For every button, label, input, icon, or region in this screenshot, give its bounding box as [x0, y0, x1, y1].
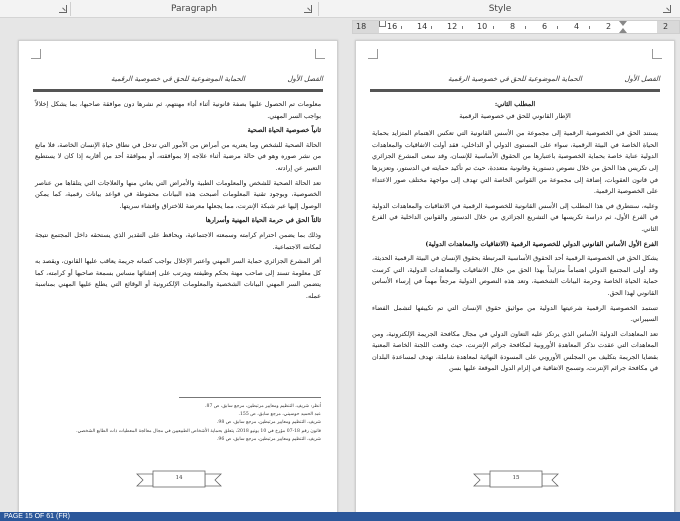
ruler-tick-label: 2	[606, 22, 612, 31]
body-paragraph: تعد الحالة الصحية للشخص والمعلومات الطبية والأمراض التي يعاني منها والعلاجات التي يتلقاها من عناصر الخصوصية، وبوجود تقنية المعلومات أصبحت هذه البيانات محفوظة في قواعد بيانات رقمية، كما يمكن الوصول إليها عبر شبكة الإنترنت، مما يجعلها معرضة للاختراق وإفشاء سريتها.	[35, 178, 321, 210]
body-paragraph: يستند الحق في الخصوصية الرقمية إلى مجموعة من الأسس القانونية التي تعكس الاهتمام المتزايد بحماية الحياة الخاصة في البيئة الرقمية، سواء على المستوى الدولي أو الداخلي، فقد أولت الاتفاقيات والمعاهدات الدولية عناية خاصة بحماية الخصوصية باعتبارها من الحقوق الأساسية للإنسان، وقد سعى المشرع الجزائري إلى تكريس هذا الحق من خلال نصوص دستورية وقانونية متعددة، حيث تم تأكيد حمايته في الدستور، وتعزيزها في قانون العقوبات، إضافة إلى مجموعة من القوانين الخاصة التي تهدف إلى مواجهة مختلف صور الاعتداء على الخصوصية الرقمية.	[372, 129, 658, 196]
body-paragraph: وعليه، سنتطرق في هذا المطلب إلى الأسس القانونية للخصوصية الرقمية في الاتفاقيات والمعاهدات الدولية في الفرع الأول، ثم دراسة تكريسها في التشريع الجزائري من خلال الدستور والقوانين الداخلية في الفرع الثاني.	[372, 201, 658, 233]
ribbon-group-font	[0, 0, 68, 18]
page-number: 14	[175, 475, 183, 481]
section-heading: الفرع الأول الأساس القانوني الدولي للخصوصية الرقمية (الاتفاقيات والمعاهدات الدولية)	[425, 239, 658, 248]
ruler-tick-label: 16	[387, 22, 398, 31]
status-bar	[0, 512, 680, 521]
page-header	[33, 71, 323, 87]
ribbon-group-style	[320, 0, 680, 18]
ruler-tick-label: 4	[574, 22, 580, 31]
header-title: الحماية الموضوعية للحق في خصوصية الرقمية	[448, 75, 582, 83]
section-heading: ثانياً خصوصية الحياة الصحية	[247, 126, 321, 135]
body-paragraph: وذلك بما يضمن احترام كرامته وسمعته الاجتماعية، ويحافظ على التقدير الذي يستحقه داخل المجتمع نتيجة لمكانته الاجتماعية.	[35, 230, 321, 251]
body-paragraph: تعد المعاهدات الدولية الأساس الذي يرتكز عليه التعاون الدولي في مجال مكافحة الجريمة الإلكترونية، ومن المعاهدات التي عقدت نذكر المعاهدة الأوروبية لمكافحة جرائم الإنترنت، حيث وقعت اللجنة الخاصة المعنية بقضايا الجريمة بتكليف من المجلس الأوروبي على المسودة النهائية لمعاهدة شاملة، تهدف لمساعدة البلدان في مكافحة جرائم الإنترنت، وتسمح الاتفاقية في إلزام الدول الموقعة عليها بسن	[372, 329, 658, 373]
ribbon-separator	[318, 2, 319, 16]
footnote: عبد الحميد حوسيني، مرجع سابق، ص 155.	[238, 412, 321, 418]
section-subheading: الإطار القانوني للحق في خصوصية الرقمية	[459, 111, 571, 120]
footnote: قانون رقم 18-07 مؤرخ في 10 يونيو 2018، يتعلق بحماية الأشخاص الطبيعيين في مجال معالجة المعطيات ذات الطابع الشخصي.	[76, 428, 321, 434]
body-paragraph: تستمد الخصوصية الرقمية شرعيتها الدولية من مواثيق حقوق الإنسان التي تم تكييفها لتشمل الفضاء السيبراني.	[372, 303, 658, 324]
first-line-indent-marker-icon[interactable]	[619, 21, 627, 33]
ruler-minor-tick	[431, 26, 432, 29]
ruler-minor-tick	[557, 26, 558, 29]
crop-mark-icon	[315, 49, 325, 59]
paragraph-dialog-launcher-icon[interactable]	[304, 5, 312, 13]
footnote-separator	[179, 397, 321, 398]
crop-mark-icon	[652, 49, 662, 59]
footnotes	[35, 403, 321, 444]
body-paragraph: معلومات تم الحصول عليها بصفة قانونية أثناء أداء مهنتهم، ثم نشرها دون موافقة صاحبها، بما يشكل إخلالاً بواجب السر المهني.	[35, 100, 321, 120]
ruler-minor-tick	[462, 26, 463, 29]
ruler-tick-label: 12	[447, 22, 458, 31]
header-chapter: الفصل الأول	[287, 75, 323, 83]
footnote: شريف، التنظيم ومعايير مرتبطين، مرجع سابق، ص 98.	[216, 420, 321, 426]
ruler-minor-tick	[493, 26, 494, 29]
crop-mark-icon	[368, 49, 378, 59]
ribbon-group-paragraph	[72, 0, 316, 18]
ruler-tick-label: 8	[510, 22, 516, 31]
footnote: أنظر: شريف، التنظيم ومعايير مرتبطين، مرجع سابق، ص 87.	[205, 404, 321, 409]
document-workspace[interactable]	[0, 36, 680, 512]
ruler-tick-label: 10	[477, 22, 488, 31]
style-dialog-launcher-icon[interactable]	[663, 5, 671, 13]
ribbon-separator	[70, 2, 71, 16]
document-page-right[interactable]	[355, 40, 675, 512]
crop-mark-icon	[31, 49, 41, 59]
ruler-tick-label: 6	[542, 22, 548, 31]
ruler-tick-label: 14	[417, 22, 428, 31]
ruler-minor-tick	[525, 26, 526, 29]
page-number-ribbon	[129, 468, 229, 492]
ribbon-group-labels	[0, 0, 680, 18]
horizontal-ruler[interactable]	[352, 20, 680, 34]
body-paragraph: أقر المشرع الجزائري حماية السر المهني واعتبر الإخلال بواجب كتمانه جريمة يعاقب عليها القانون، ويقصد به كل معلومة تسند إلى صاحب مهنة بحكم وظيفته ويترتب على إفشائها مساس بسمعة صاحبها أو كرامته، كما يتضمن السر المهني البيانات الشخصية والمعلومات الإلكترونية أو الوقائع التي يطلع عليها المهني بمناسبة عمله.	[35, 257, 321, 300]
document-page-left[interactable]	[18, 40, 338, 512]
page-number-ribbon	[466, 468, 566, 492]
left-indent-marker-icon[interactable]	[379, 21, 386, 27]
ruler-minor-tick	[589, 26, 590, 29]
page-header	[370, 71, 660, 87]
ruler-minor-tick	[401, 26, 402, 29]
page-body[interactable]	[372, 99, 658, 378]
font-dialog-launcher-icon[interactable]	[59, 5, 67, 13]
ribbon-group-paragraph-label: Paragraph	[170, 4, 218, 14]
ruler-tick-label: 2	[663, 22, 669, 31]
ribbon-group-style-label: Style	[488, 4, 512, 14]
section-heading: ثالثاً الحق في حرمة الحياة المهنية وأسرارها	[205, 216, 321, 225]
footnote: شريف، التنظيم ومعايير مرتبطين، مرجع سابق، ص 96.	[216, 436, 321, 442]
body-paragraph: الحالة الصحية للشخص وما يعتريه من أمراض من الأمور التي تدخل في نطاق حياة الإنسان الخاصة، فلا مانع من نشر صوره وهو في حالة مرضية أثناء علاجه إلا بموافقته، أو بموافقة أحد من أقاربه إذا كان لا يستطيع التعبير عن إرادته.	[35, 140, 321, 172]
header-title: الحماية الموضوعية للحق في خصوصية الرقمية	[111, 75, 245, 83]
header-chapter: الفصل الأول	[624, 75, 660, 83]
page-body[interactable]	[35, 99, 321, 306]
ruler-tick-label: 18	[356, 22, 367, 31]
body-paragraph: يشكل الحق في الخصوصية الرقمية أحد الحقوق الأساسية المرتبطة بحقوق الإنسان في البيئة الرقمية الحديثة، وقد أولى المجتمع الدولي اهتماماً متزايداً بهذا الحق من خلال الاتفاقيات والمعاهدات الدولية، التي كرست حماية الحياة الخاصة وحرمة البيانات الشخصية، وتعد هذه النصوص الدولية مرجعاً مهماً في إرساء الأساس القانوني لهذا الحق.	[372, 254, 658, 297]
header-rule	[370, 89, 660, 92]
section-heading: المطلب الثاني:	[494, 100, 536, 108]
header-rule	[33, 89, 323, 92]
status-page-info[interactable]: PAGE 15 OF 61 (FR)	[4, 513, 70, 520]
ruler-area	[0, 18, 680, 36]
page-number: 15	[512, 475, 520, 481]
